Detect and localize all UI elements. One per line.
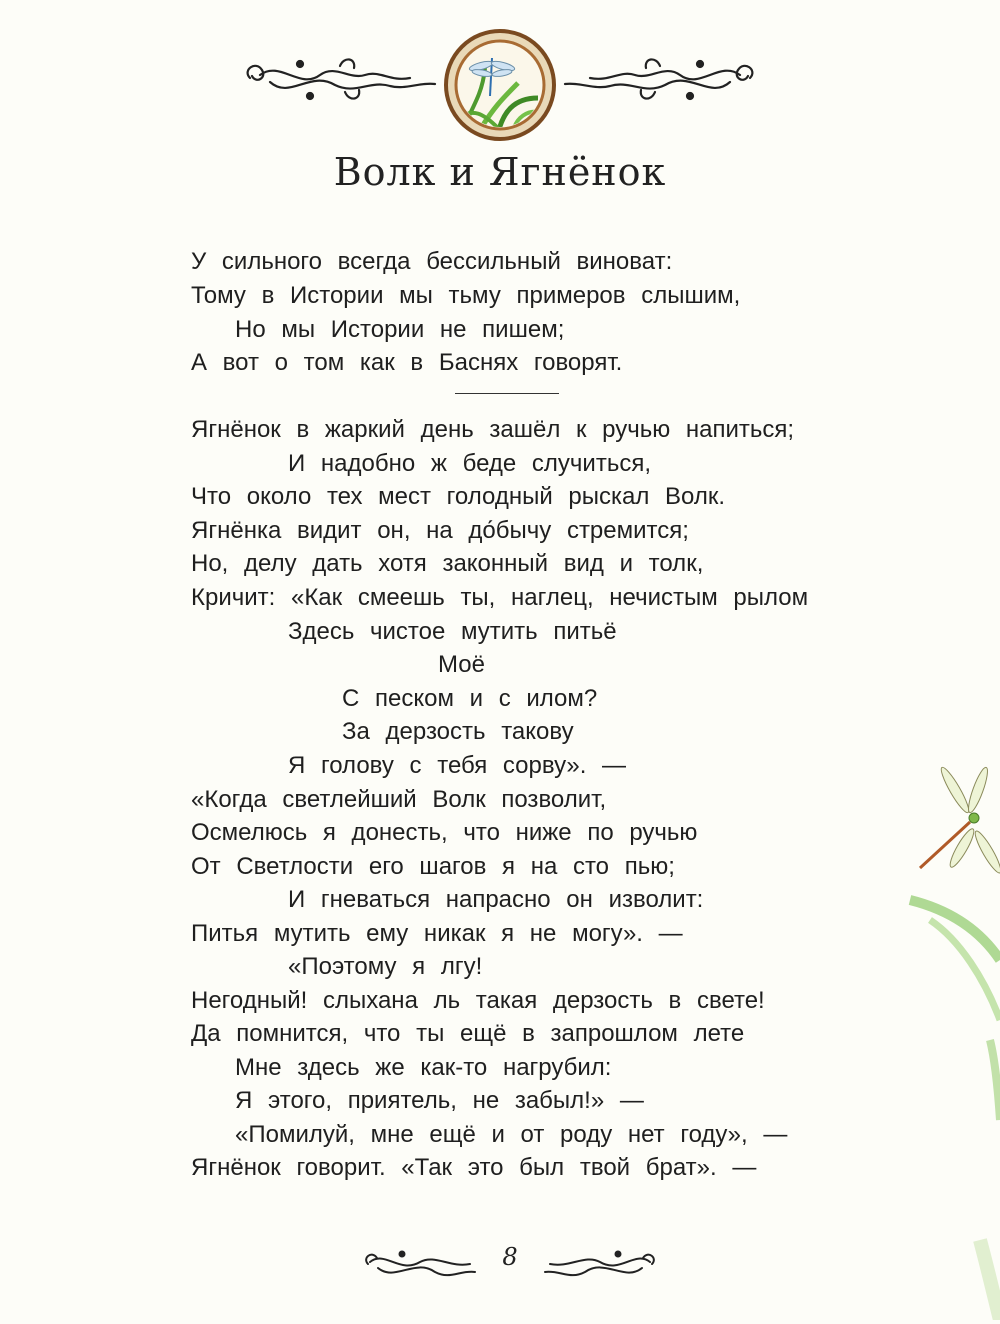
poem-line: Моё (438, 651, 485, 678)
page-number: 8 (502, 1243, 518, 1271)
poem-line: Я этого, приятель, не забыл!» — (235, 1087, 644, 1114)
poem-line: Ягнёнок в жаркий день зашёл к ручью напиться; (191, 416, 795, 443)
poem-line: За дерзость такову (342, 718, 574, 745)
poem-line: Что около тех мест голодный рыскал Волк. (191, 483, 726, 510)
poem-line: И гневаться напрасно он изволит: (288, 886, 704, 913)
poem-line: Тому в Истории мы тьму примеров слышим, (191, 282, 741, 309)
poem-line: Ягнёнок говорит. «Так это был твой брат». — (191, 1154, 757, 1181)
page-title: Волк и Ягнёнок (333, 150, 667, 194)
poem-line: И надобно ж беде случиться, (288, 450, 651, 477)
poem-line: Но мы Истории не пишем; (235, 316, 565, 343)
poem-line: Осмелюсь я донесть, что ниже по ручью (191, 819, 698, 846)
poem-line: «Помилуй, мне ещё и от роду нет году», — (235, 1121, 788, 1148)
poem-line: Да помнится, что ты ещё в запрошлом лете (191, 1020, 745, 1047)
poem-line: Но, делу дать хотя законный вид и толк, (191, 550, 704, 577)
poem-line: А вот о том как в Баснях говорят. (191, 349, 623, 376)
poem-line: Питья мутить ему никак я не могу». — (191, 920, 683, 947)
poem-line: От Светлости его шагов я на сто пью; (191, 853, 675, 880)
poem-line: У сильного всегда бессильный виноват: (191, 248, 673, 275)
section-divider (455, 393, 559, 394)
poem-line: Я голову с тебя сорву». — (288, 752, 627, 779)
poem-line: Негодный! слыхана ль такая дерзость в свете! (191, 987, 765, 1014)
dragonfly-vignette-icon (443, 28, 557, 142)
poem-line: Кричит: «Как смеешь ты, наглец, нечистым рылом (191, 584, 809, 611)
poem-line: «Поэтому я лгу! (288, 953, 483, 980)
dragonfly-grass-illustration-icon (900, 760, 1000, 1320)
poem-line: Здесь чистое мутить питьё (288, 618, 617, 645)
poem-line: С песком и с илом? (342, 685, 598, 712)
poem-line: Ягнёнка видит он, на до́бычу стремится; (191, 517, 689, 544)
poem-line: «Когда светлейший Волк позволит, (191, 786, 607, 813)
poem-line: Мне здесь же как-то нагрубил: (235, 1054, 612, 1081)
